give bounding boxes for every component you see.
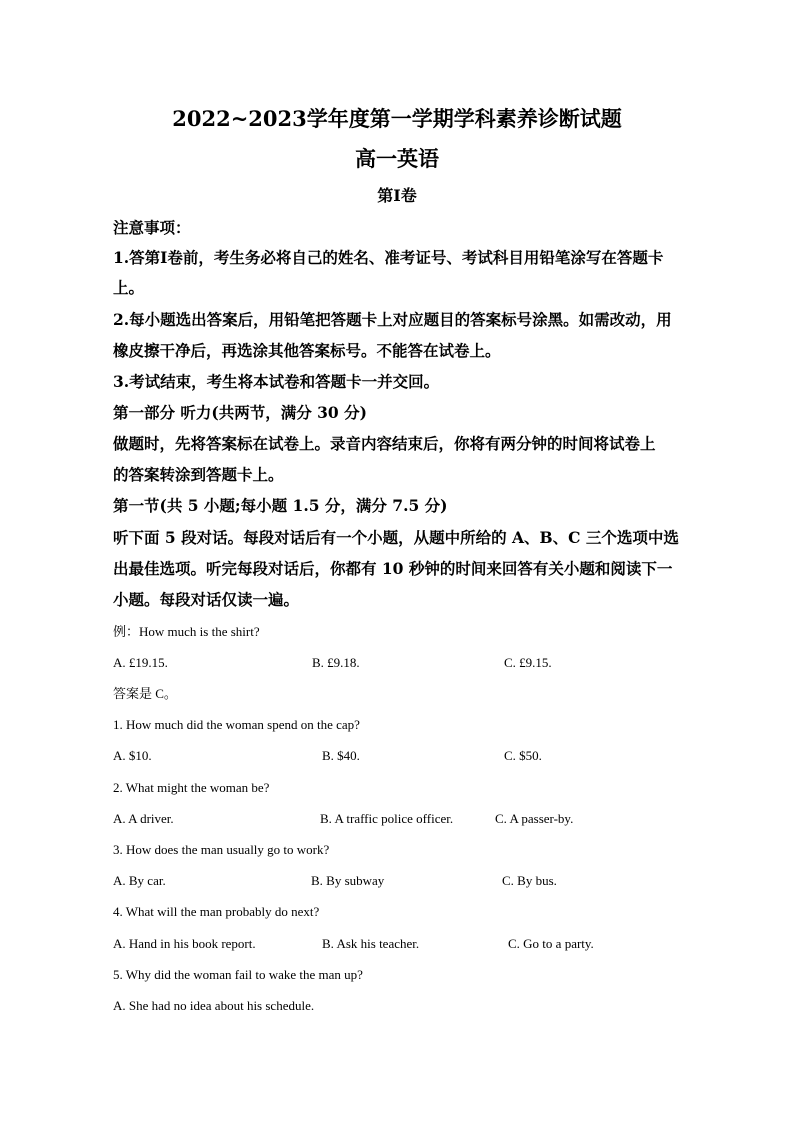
example-question: 例：How much is the shirt? <box>113 624 260 639</box>
question-3: 3. How does the man usually go to work? <box>113 842 330 857</box>
question-3-option-c: C. By bus. <box>502 873 557 888</box>
section1-heading: 第一节(共 5 小题;每小题 1.5 分，满分 7.5 分) <box>113 496 448 515</box>
example-option-c: C. £9.15. <box>504 655 552 670</box>
part1-intro-line-2: 的答案转涂到答题卡上。 <box>113 465 284 484</box>
part1-heading: 第一部分 听力(共两节，满分 30 分) <box>113 403 367 422</box>
exam-subject: 高一英语 <box>355 146 439 171</box>
question-4-option-a: A. Hand in his book report. <box>113 936 256 951</box>
question-1-option-b: B. $40. <box>322 748 360 763</box>
question-2-option-a: A. A driver. <box>113 811 174 826</box>
question-4-option-b: B. Ask his teacher. <box>322 936 420 951</box>
example-option-b: B. £9.18. <box>312 655 360 670</box>
example-option-a: A. £19.15. <box>113 655 168 670</box>
question-1-option-a: A. $10. <box>113 748 152 763</box>
notice-item-3: 3.考试结束，考生将本试卷和答题卡一并交回。 <box>113 372 440 391</box>
notice-item-2-line-2: 橡皮擦干净后，再选涂其他答案标号。不能答在试卷上。 <box>113 341 501 360</box>
question-2-option-c: C. A passer-by. <box>495 811 574 826</box>
question-4: 4. What will the man probably do next? <box>113 904 320 919</box>
question-5: 5. Why did the woman fail to wake the man up? <box>113 967 363 982</box>
question-1-option-c: C. $50. <box>504 748 542 763</box>
question-2-option-b: B. A traffic police officer. <box>320 811 454 826</box>
question-3-option-a: A. By car. <box>113 873 166 888</box>
notice-item-1-line-1: 1.答第Ⅰ卷前，考生务必将自己的姓名、准考证号、考试科目用铅笔涂写在答题卡 <box>113 248 664 267</box>
notice-item-1-line-2: 上。 <box>113 278 145 297</box>
example-answer: 答案是 C。 <box>113 686 177 701</box>
notice-heading: 注意事项： <box>113 218 191 237</box>
question-1: 1. How much did the woman spend on the cap? <box>113 717 360 732</box>
question-2: 2. What might the woman be? <box>113 780 270 795</box>
question-4-option-c: C. Go to a party. <box>508 936 594 951</box>
section1-intro-line-2: 出最佳选项。听完每段对话后，你都有 10 秒钟的时间来回答有关小题和阅读下一 <box>113 559 673 578</box>
section1-intro-line-1: 听下面 5 段对话。每段对话后有一个小题，从题中所给的 A、B、C 三个选项中选 <box>113 528 679 547</box>
section1-intro-line-3: 小题。每段对话仅读一遍。 <box>113 590 300 609</box>
exam-volume: 第Ⅰ卷 <box>377 186 417 205</box>
question-3-option-b: B. By subway <box>311 873 385 888</box>
part1-intro-line-1: 做题时，先将答案标在试卷上。录音内容结束后，你将有两分钟的时间将试卷上 <box>113 434 656 453</box>
exam-title: 2022~2023学年度第一学期学科素养诊断试题 <box>172 106 622 131</box>
notice-item-2-line-1: 2.每小题选出答案后，用铅笔把答题卡上对应题目的答案标号涂黑。如需改动，用 <box>113 310 672 329</box>
question-5-option-a: A. She had no idea about his schedule. <box>113 998 315 1013</box>
